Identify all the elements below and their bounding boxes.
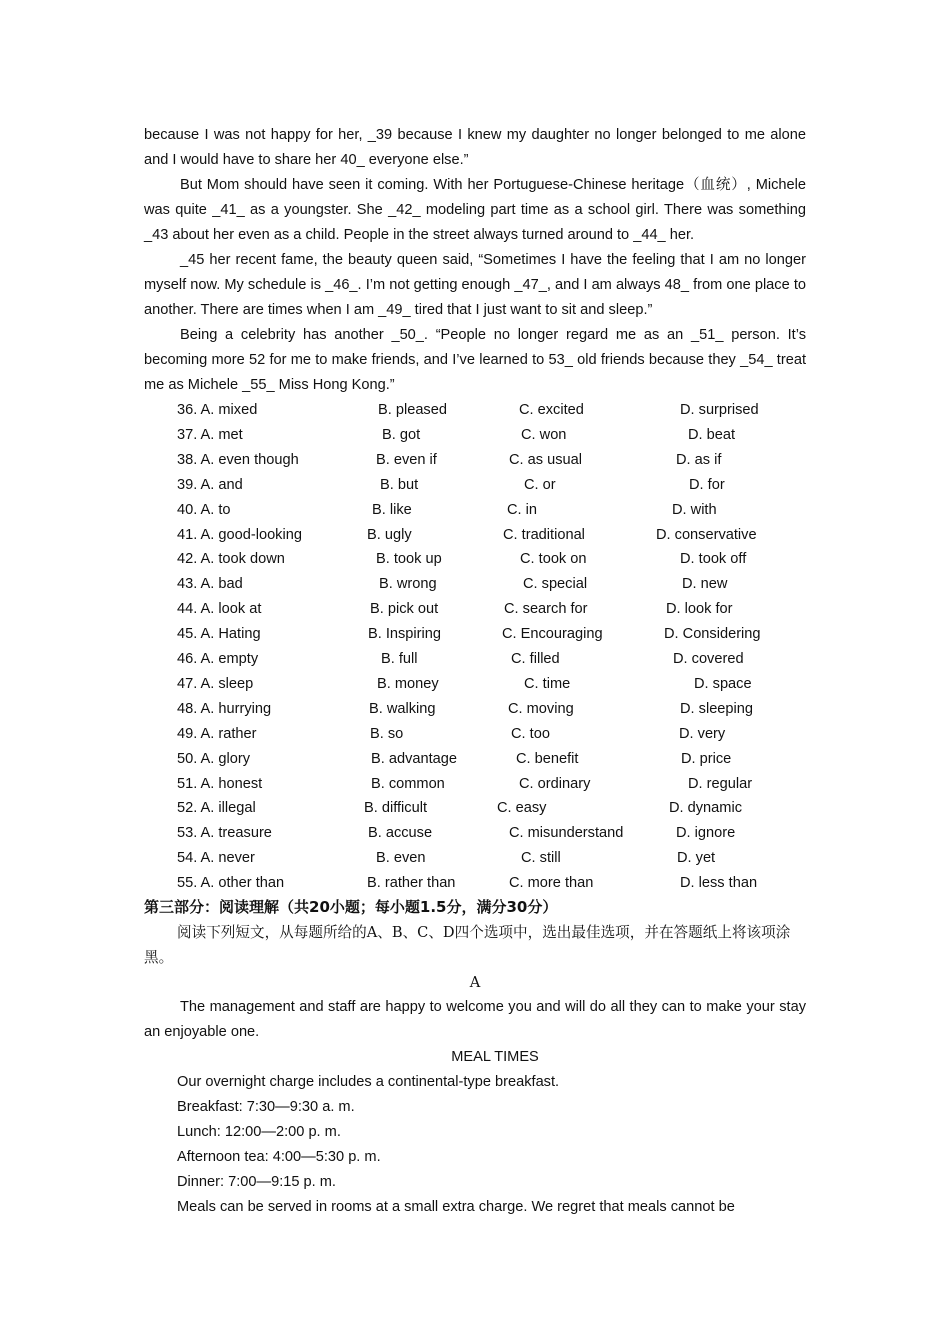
question-option-d: D. beat [688,426,736,443]
passage-paragraph-2: But Mom should have seen it coming. With her Portuguese-Chinese heritage（血统）, Michele was quite _41_ as a youngster. She _42_ modeling part time as a school girl. There was something _43 about her even as a child. People in the street always turned around to _44_ her. [144,177,806,243]
question-option-d: D. price [681,750,732,767]
question-option-b: B. walking [369,700,436,717]
question-option-b: B. advantage [371,750,458,767]
question-row [0,722,950,747]
question-option-a: 49. A. rather [177,725,257,742]
question-option-d: D. space [694,675,752,692]
question-option-b: B. rather than [367,875,456,892]
question-option-b: B. full [381,651,418,667]
question-option-c: C. as usual [509,451,583,468]
question-option-b: B. common [371,775,445,792]
question-option-a: 45. A. Hating [177,626,261,643]
passage-letter: A [469,974,481,991]
question-option-b: B. money [377,675,439,692]
question-option-d: D. ignore [676,825,736,842]
question-option-a: 37. A. met [177,426,243,443]
question-option-b: B. pleased [378,402,447,418]
question-option-a: 42. A. took down [177,551,285,568]
question-option-b: B. took up [376,551,442,568]
question-option-b: B. ugly [367,526,412,543]
question-row [0,672,950,697]
question-option-a: 39. A. and [177,476,243,493]
question-option-d: D. very [679,725,726,742]
question-row [0,622,950,647]
question-row [0,647,950,672]
question-option-a: 48. A. hurrying [177,700,272,717]
question-option-c: C. more than [509,875,594,892]
question-option-d: D. new [682,576,728,593]
question-option-b: B. difficult [364,800,427,817]
question-row [0,871,950,896]
question-option-a: 47. A. sleep [177,675,254,692]
question-option-a: 50. A. glory [177,750,251,767]
passage-paragraph-3: _45 her recent fame, the beauty queen said, “Sometimes I have the feeling that I am no longer myself now. My schedule is _46_. I’m not getting enough _47_, and I am always 48_ from one place to another. There are times when I am _49_ tired that I just want to sit and sleep.” [144,252,806,318]
question-option-d: D. surprised [680,402,759,418]
question-row [0,821,950,846]
question-row [0,747,950,772]
question-option-b: B. Inspiring [368,626,442,643]
question-option-c: C. took on [520,551,587,568]
question-option-c: C. won [521,426,567,443]
afternoon-tea-time: Afternoon tea: 4:00—5:30 p. m. [177,1149,381,1165]
question-option-c: C. moving [508,700,574,717]
question-option-d: D. dynamic [669,800,742,817]
meal-info-line: Our overnight charge includes a continental-type breakfast. [177,1074,560,1090]
question-option-b: B. accuse [368,825,433,842]
question-option-d: D. with [672,501,717,518]
question-option-c: C. filled [511,651,560,667]
question-row [0,572,950,597]
question-option-b: B. even if [376,451,437,468]
question-option-b: B. like [372,501,412,518]
question-option-c: C. easy [497,800,547,817]
question-option-d: D. as if [676,451,722,468]
question-option-d: D. for [689,476,725,493]
question-row [0,772,950,797]
question-option-a: 41. A. good-looking [177,526,302,543]
question-option-a: 38. A. even though [177,451,299,468]
question-option-c: C. time [524,675,571,692]
question-option-a: 53. A. treasure [177,825,272,842]
question-option-a: 36. A. mixed [177,402,258,418]
question-option-c: C. or [524,476,556,493]
question-option-a: 46. A. empty [177,651,259,667]
question-option-c: C. in [507,501,538,518]
question-option-a: 43. A. bad [177,576,243,593]
question-option-c: C. misunderstand [509,825,624,842]
question-row [0,796,950,821]
question-row [0,423,950,448]
question-row [0,597,950,622]
question-option-c: C. special [523,576,588,593]
meal-times-title: MEAL TIMES [451,1049,539,1065]
question-option-b: B. wrong [379,576,437,593]
room-service-note: Meals can be served in rooms at a small extra charge. We regret that meals cannot be [177,1199,735,1215]
question-option-d: D. sleeping [680,700,754,717]
passage-paragraph-4: Being a celebrity has another _50_. “People no longer regard me as an _51_ person. It’s becoming more 52 for me to make friends, and I’ve learned to 53_ old friends because they _54_ treat me as Michele _55_ Miss Hong Kong.” [144,327,806,393]
question-option-a: 40. A. to [177,501,231,518]
question-row [0,523,950,548]
question-option-c: C. traditional [503,526,585,543]
question-option-c: C. still [521,850,561,867]
question-option-a: 55. A. other than [177,875,285,892]
passage-intro: The management and staff are happy to welcome you and will do all they can to make your stay an enjoyable one. [144,999,806,1040]
dinner-time: Dinner: 7:00—9:15 p. m. [177,1174,336,1190]
question-option-c: C. search for [504,601,588,618]
question-row [0,448,950,473]
question-option-c: C. too [511,725,550,742]
question-option-c: C. ordinary [519,775,591,792]
breakfast-time: Breakfast: 7:30—9:30 a. m. [177,1099,355,1115]
question-option-a: 54. A. never [177,850,255,867]
question-option-c: C. benefit [516,750,579,767]
question-option-b: B. so [370,725,404,742]
question-option-c: C. excited [519,402,584,418]
passage-paragraph-1: because I was not happy for her, _39 because I knew my daughter no longer belonged to me alone and I would have to share her 40_ everyone else.” [144,127,806,168]
question-row [0,697,950,722]
question-option-b: B. but [380,476,419,493]
section-instruction: 阅读下列短文，从每题所给的A、B、C、D四个选项中，选出最佳选项，并在答题纸上将该项涂黑。 [144,924,791,966]
question-row [0,398,950,423]
question-option-a: 44. A. look at [177,601,262,618]
question-option-d: D. regular [688,775,753,792]
question-option-d: D. conservative [656,526,757,543]
question-option-c: C. Encouraging [502,626,603,643]
section-heading: 第三部分：阅读理解（共20小题；每小题1.5分，满分30分） [144,898,558,916]
question-option-d: D. look for [666,601,733,618]
question-row [0,498,950,523]
question-row [0,846,950,871]
lunch-time: Lunch: 12:00—2:00 p. m. [177,1124,341,1140]
question-row [0,473,950,498]
question-option-d: D. Considering [664,626,761,643]
question-option-a: 52. A. illegal [177,800,256,817]
question-option-d: D. took off [680,551,747,568]
question-option-b: B. got [382,426,421,443]
question-option-d: D. covered [673,651,744,667]
question-option-d: D. less than [680,875,758,892]
question-row [0,547,950,572]
question-option-a: 51. A. honest [177,775,263,792]
question-option-b: B. even [376,850,426,867]
question-option-b: B. pick out [370,601,439,618]
question-option-d: D. yet [677,850,716,867]
